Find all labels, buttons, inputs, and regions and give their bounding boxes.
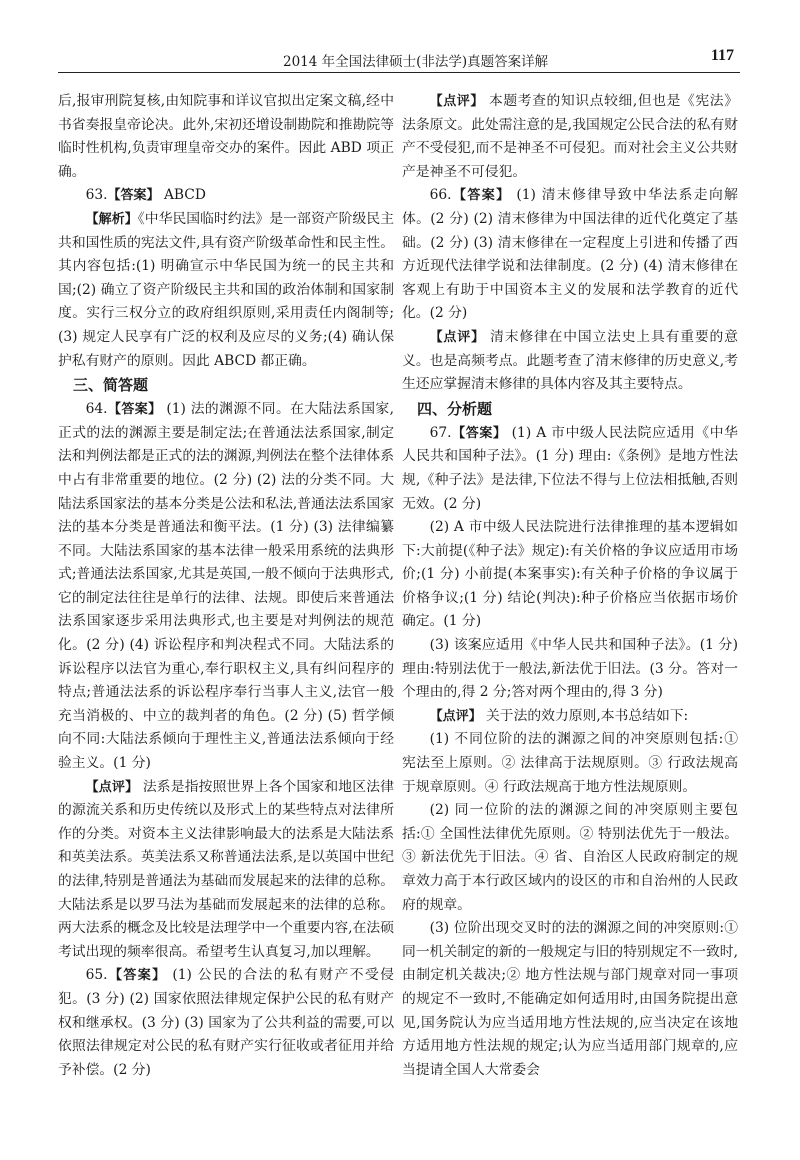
comment-66 (402, 326, 738, 397)
paragraph: (2) A 市中级人民法院进行法律推理的基本逻辑如下:大前提(《种子法》规定):有关价格的争议应适用市场价;(1 分) 小前提(本案事实):有关种子价格的争议属于价格争议;(1 分) 结论(判决):种子价格应当依据市场价确定。(1 分) (402, 519, 738, 630)
answer-text: (1) 法的渊源不同。在大陆法系国家,正式的法的渊源主要是制定法;在普通法法系国家,制定法和判例法都是正式的法的渊源,判例法在整个法律体系中占有非常重要的地位。(2 分) (2) 法的分类不同。大陆法系国家法的基本分类是公法和私法,普通法法系国家法的基本分类是普通法和衡平法。(1 分) (3) 法律编纂不同。大陆法系国家的基本法律一般采用系统的法典形式;普通法法系国家,尤其是英国,一般不倾向于法典形式,它的制定法往往是单行的法律、法规。即使后来普通法法系国家逐步采用法典形式,也主要是对判例法的规范化。(2 分) (4) 诉讼程序和判决程式不同。大陆法系的诉讼程序以法官为重心,奉行职权主义,具有纠问程序的特点;普通法法系的诉讼程序奉行当事人主义,法官一般充当消极的、中立的裁判者的角色。(2 分) (5) 哲学倾向不同:大陆法系倾向于理性主义,普通法法系倾向于经验主义。(1 分) (58, 401, 394, 772)
answer-text: (1) 公民的合法的私有财产不受侵犯。(3 分) (2) 国家依照法律规定保护公民的私有财产权和继承权。(3 分) (3) 国家为了公共利益的需要,可以依照法律规定对公民的私有财产实行征收或者征用并给予补偿。(2 分) (58, 967, 394, 1078)
answer-text: (1) 清末修律导致中华法系走向解体。(2 分) (2) 清末修律为中国法律的近代化奠定了基础。(2 分) (3) 清末修律在一定程度上引进和传播了西方近现代法律学说和法律制度。(2 分) (4) 清末修律在客观上有助于中国资本主义的发展和法学教育的近代化。(2 分) (402, 187, 738, 322)
analysis-text: 《中华民国临时约法》是一部资产阶级民主共和国性质的宪法文件,具有资产阶级革命性和民主性。其内容包括:(1) 明确宣示中华民国为统一的民主共和国;(2) 确立了资产阶级民主共和国的政治体制和国家制度。实行三权分立的政府组织原则,采用责任内阁制等;(3) 规定人民享有广泛的权利及应尽的义务;(4) 确认保护私有财产的原则。因此 ABCD 都正确。 (58, 210, 394, 369)
paragraph: (1) 不同位阶的法的渊源之间的冲突原则包括:① 宪法至上原则。② 法律高于法规原则。③ 行政法规高于规章原则。④ 行政法规高于地方性法规原则。 (402, 731, 738, 795)
question-number: 66. (429, 187, 452, 204)
header-title: 2014 年全国法律硕士(非法学)真题答案详解 (283, 54, 549, 70)
answer-64 (58, 398, 394, 776)
answer-66 (402, 184, 738, 326)
answer-tag: 【答案】 (107, 188, 160, 204)
section-heading-short-answer: 三、简答题 (73, 376, 149, 395)
answer-tag: 【答案】 (107, 968, 167, 984)
comment-text: 清末修律在中国立法史上具有重要的意义。也是高频考点。此题考查了清末修律的历史意义,考生还应掌握清末修律的具体内容及其主要特点。 (402, 328, 738, 393)
comment-67 (402, 705, 738, 729)
answer-tag: 【答案】 (451, 425, 507, 441)
paragraph: (3) 位阶出现交叉时的法的渊源之间的冲突原则:① 同一机关制定的新的一般规定与旧的特别规定不一致时,由制定机关裁决;② 地方性法规与部门规章对同一事项的规定不一致时,不能确定如何适用时,由国务院提出意见,国务院认为应当适用地方性法规的,应当决定在该地方适用地方性法规的规定;认为应当适用部门规章的,应当提请全国人大常委会 (402, 920, 738, 1078)
comment-tag: 【点评】 (85, 779, 139, 795)
answer-63 (58, 184, 394, 208)
comment-65 (402, 90, 738, 184)
question-number: 64. (85, 401, 108, 418)
analysis-63 (58, 208, 394, 373)
answer-tag: 【答案】 (107, 402, 162, 418)
comment-text: 关于法的效力原则,本书总结如下: (481, 707, 689, 724)
comment-tag: 【点评】 (429, 94, 484, 109)
analysis-tag: 【解析】 (85, 211, 138, 227)
running-header (58, 44, 740, 73)
answer-text: ABCD (159, 187, 206, 204)
comment-text: 法系是指按照世界上各个国家和地区法律的源流关系和历史传统以及形式上的某些特点对法律所作的分类。对资本主义法律影响最大的法系是大陆法系和英美法系。英美法系又称普通法法系,是以英国中世纪的法律,特别是普通法为基础而发展起来的法律的总称。大陆法系是以罗马法为基础而发展起来的法律的总称。两大法系的概念及比较是法理学中一个重要内容,在法硕考试出现的频率很高。希望考生认真复习,加以理解。 (58, 778, 394, 960)
comment-64 (58, 776, 394, 965)
comment-text: 本题考查的知识点较细,但也是《宪法》法条原文。此处需注意的是,我国规定公民合法的私有财产不受侵犯,而不是神圣不可侵犯。而对社会主义公共财产是神圣不可侵犯。 (402, 93, 738, 180)
answer-67 (402, 422, 738, 516)
question-number: 63. (85, 187, 108, 204)
right-column (402, 90, 738, 1150)
paragraph: (2) 同一位阶的法的渊源之间的冲突原则主要包括:① 全国性法律优先原则。② 特别法优先于一般法。③ 新法优先于旧法。④ 省、自治区人民政府制定的规章效力高于本行政区域内的设区的市和自治州的人民政府的规章。 (402, 802, 738, 913)
comment-tag: 【点评】 (429, 708, 482, 724)
section-heading-analysis: 四、分析题 (417, 399, 493, 418)
question-number: 65. (85, 967, 108, 984)
page-number: 117 (710, 47, 734, 64)
question-number: 67. (429, 424, 452, 441)
answer-tag: 【答案】 (451, 188, 511, 204)
answer-text: (1) A 市中级人民法院应适用《中华人民共和国种子法》。(1 分) 理由:《条例》是地方性法规,《种子法》是法律,下位法不得与上位法相抵触,否则无效。(2 分) (402, 424, 738, 512)
paragraph: 后,报审刑院复核,由知院事和详议官拟出定案文稿,经中书省奏报皇帝论决。此外,宋初还增设制勘院和推勘院等临时性机构,负责审理皇帝交办的案件。因此 ABD 项正确。 (58, 93, 394, 180)
left-column (58, 90, 394, 1150)
answer-65 (58, 964, 394, 1082)
comment-tag: 【点评】 (429, 329, 485, 345)
paragraph: (3) 该案应适用《中华人民共和国种子法》。(1 分) 理由:特别法优于一般法,新法优于旧法。(3 分。答对一个理由的,得 2 分;答对两个理由的,得 3 分) (402, 637, 738, 701)
